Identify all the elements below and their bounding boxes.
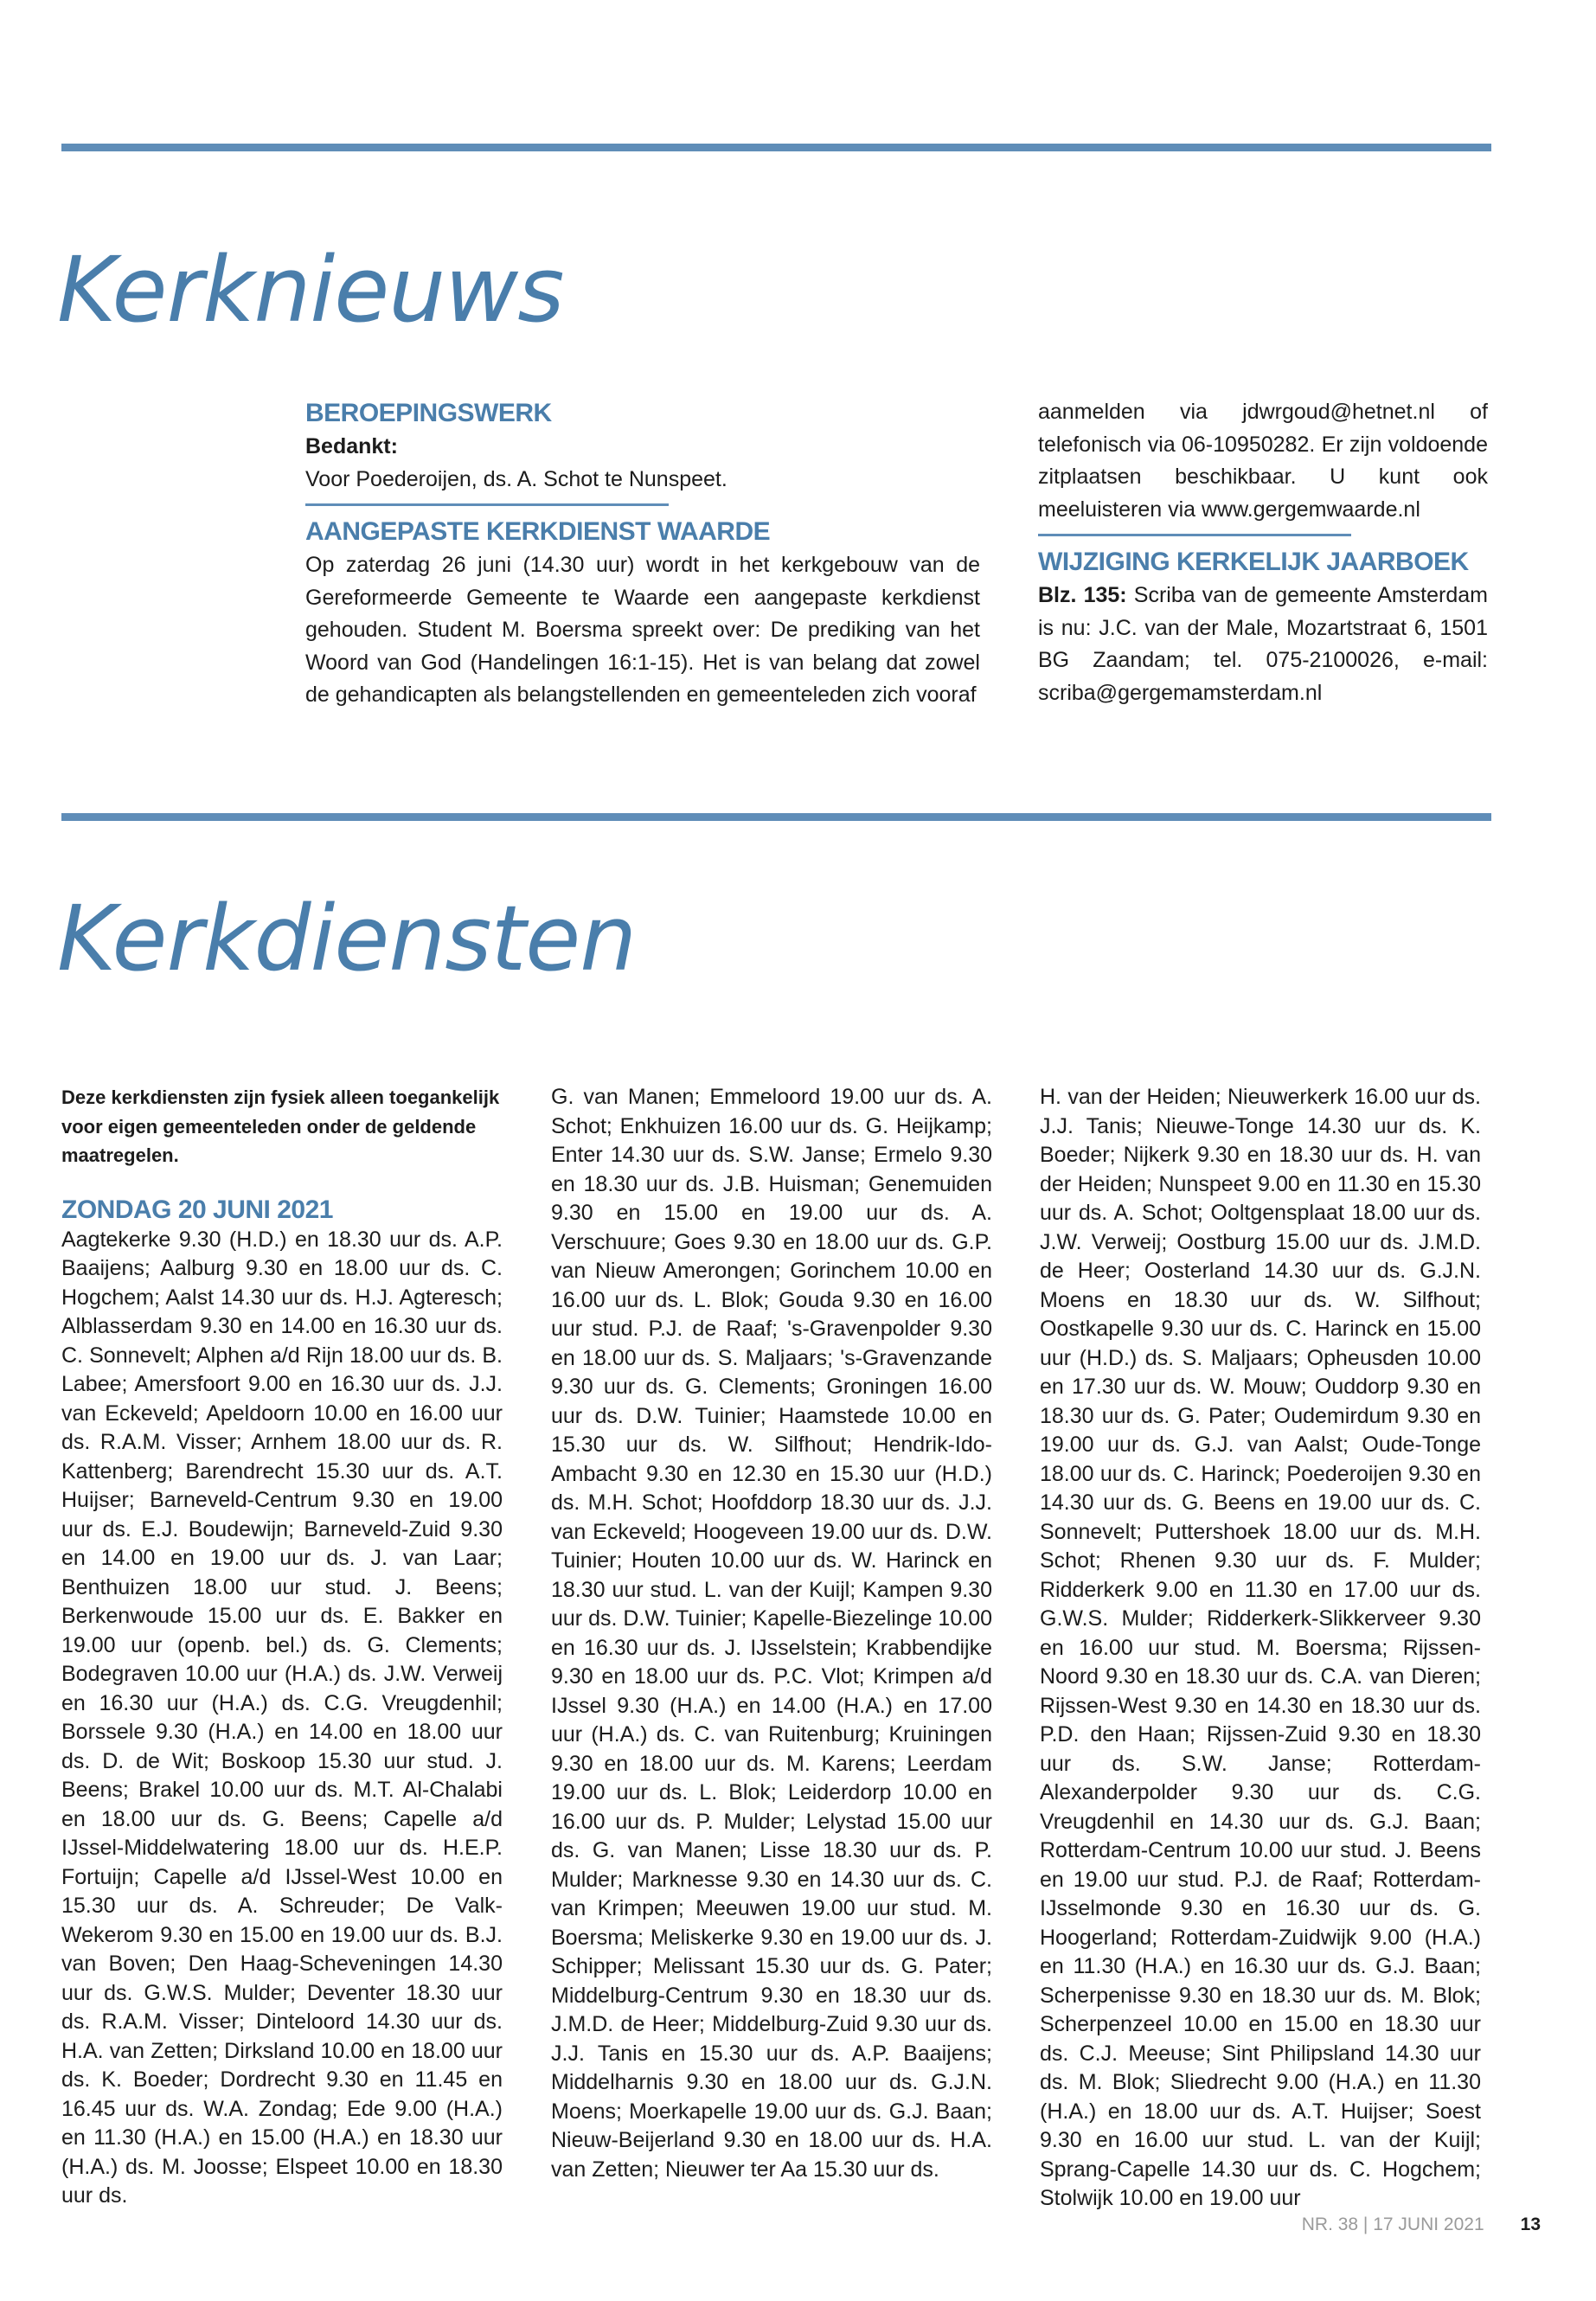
kerknieuws-title: Kerknieuws [57, 237, 564, 343]
page-number: 13 [1520, 2214, 1541, 2234]
aangepaste-kerkdienst-continued: aanmelden via jdwrgoud@hetnet.nl of telefonisch via 06-10950282. Er zijn voldoende zitplaatsen beschikbaar. U kunt ook meeluisteren via www.gergemwaarde.nl [1038, 400, 1488, 522]
aangepaste-kerkdienst-text: Op zaterdag 26 juni (14.30 uur) wordt in het kerkgebouw van de Gereformeerde Gemeente te Waarde een aangepaste kerkdienst gehouden. Student M. Boersma spreekt over: De prediking van het Woord van God (Handelingen 16:1-15). Het is van belang dat zowel de gehandicapten als belangstellenden en gemeenteleden zich vooraf [305, 553, 980, 707]
kerknieuws-right-column [1038, 396, 1488, 709]
date-heading: ZONDAG 20 JUNI 2021 [61, 1195, 333, 1224]
kerknieuws-left-column [305, 396, 980, 712]
kerkdiensten-column-3 [1040, 1083, 1481, 2214]
services-list-2: G. van Manen; Emmeloord 19.00 uur ds. A. Schot; Enkhuizen 16.00 uur ds. G. Heijkamp; Enter 14.30 uur ds. S.W. Janse; Ermelo 9.30 en 18.30 uur ds. J.B. Huisman; Genemuiden 9.30 en 15.00 en 19.00 uur ds. A. Verschuure; Goes 9.30 en 18.00 uur ds. G.P. van Nieuw Amerongen; Gorinchem 10.00 en 16.00 uur ds. L. Blok; Gouda 9.30 en 16.00 uur stud. P.J. de Raaf; 's-Gravenpolder 9.30 en 18.00 uur ds. S. Maljaars; 's-Gravenzande 9.30 uur ds. G. Clements; Groningen 16.00 uur ds. D.W. Tuinier; Haamstede 10.00 en 15.30 uur ds. W. Silfhout; Hendrik-Ido-Ambacht 9.30 en 12.30 en 15.30 uur (H.D.) ds. M.H. Schot; Hoofddorp 18.30 uur ds. J.J. van Eckeveld; Hoogeveen 19.00 uur ds. D.W. Tuinier; Houten 10.00 uur ds. W. Harinck en 18.30 uur stud. L. van der Kuijl; Kampen 9.30 uur ds. D.W. Tuinier; Kapelle-Biezelinge 10.00 en 16.30 uur ds. J. IJsselstein; Krabbendijke 9.30 en 18.00 uur ds. P.C. Vlot; Krimpen a/d IJssel 9.30 (H.A.) en 14.00 (H.A.) en 17.00 uur (H.A.) ds. C. van Ruitenburg; Kruiningen 9.30 en 18.00 uur ds. M. Karens; Leerdam 19.00 uur ds. L. Blok; Leiderdorp 10.00 en 16.00 uur ds. P. Mulder; Lelystad 15.00 uur ds. G. van Manen; Lisse 18.30 uur ds. P. Mulder; Marknesse 9.30 en 14.30 uur ds. C. van Krimpen; Meeuwen 19.00 uur stud. M. Boersma; Meliskerke 9.30 en 19.00 uur ds. J. Schipper; Melissant 15.30 uur ds. G. Pater; Middelburg-Centrum 9.30 en 18.30 uur ds. J.M.D. de Heer; Middelburg-Zuid 9.30 uur ds. J.J. Tanis en 15.30 uur ds. A.P. Baaijens; Middelharnis 9.30 en 18.00 uur ds. G.J.N. Moens; Moerkapelle 19.00 uur ds. G.J. Baan; Nieuw-Beijerland 9.30 en 18.00 uur ds. H.A. van Zetten; Nieuwer ter Aa 15.30 uur ds. [551, 1085, 992, 2182]
jaarboek-page-label: Blz. 135: [1038, 583, 1127, 607]
beroepingswerk-text: Voor Poederoijen, ds. A. Schot te Nunspeet. [305, 466, 727, 491]
bedankt-label: Bedankt: [305, 434, 398, 458]
jaarboek-body: Scriba van de gemeente Amsterdam is nu: J.C. van der Male, Mozartstraat 6, 1501 BG Zaandam; tel. 075-2100026, e-mail: scriba@gergemamsterdam.nl [1038, 583, 1488, 705]
kerkdiensten-column-1 [61, 1083, 503, 2211]
jaarboek-heading: WIJZIGING KERKELIJK JAARBOEK [1038, 548, 1469, 576]
section-divider [1038, 534, 1351, 536]
middle-rule [61, 813, 1491, 821]
services-list-3: H. van der Heiden; Nieuwerkerk 16.00 uur ds. J.J. Tanis; Nieuwe-Tonge 14.30 uur ds. K. Boeder; Nijkerk 9.30 en 18.30 uur ds. H. van der Heiden; Nunspeet 9.00 en 11.30 en 15.30 uur ds. A. Schot; Ooltgensplaat 18.00 uur ds. J.W. Verweij; Oostburg 15.00 uur ds. J.M.D. de Heer; Oosterland 14.30 uur ds. G.J.N. Moens en 18.30 uur ds. W. Silfhout; Oostkapelle 9.30 uur ds. C. Harinck en 15.00 uur (H.D.) ds. S. Maljaars; Opheusden 10.00 en 17.30 uur ds. W. Mouw; Ouddorp 9.30 en 18.30 uur ds. G. Pater; Oudemirdum 9.30 en 19.00 uur ds. G.J. van Aalst; Oude-Tonge 18.00 uur ds. C. Harinck; Poederoijen 9.30 en 14.30 uur ds. G. Beens en 19.00 uur ds. C. Sonnevelt; Puttershoek 18.00 uur ds. M.H. Schot; Rhenen 9.30 uur ds. F. Mulder; Ridderkerk 9.00 en 11.30 en 17.00 uur ds. G.W.S. Mulder; Ridderkerk-Slikkerveer 9.30 en 16.00 uur stud. M. Boersma; Rijssen-Noord 9.30 en 18.30 uur ds. C.A. van Dieren; Rijssen-West 9.30 en 14.30 en 18.30 uur ds. P.D. den Haan; Rijssen-Zuid 9.30 en 18.30 uur ds. S.W. Janse; Rotterdam-Alexanderpolder 9.30 uur ds. C.G. Vreugdenhil en 14.30 uur ds. G.J. Baan; Rotterdam-Centrum 10.00 uur stud. J. Beens en 19.00 uur stud. P.J. de Raaf; Rotterdam-IJsselmonde 9.30 en 16.30 uur ds. G. Hoogerland; Rotterdam-Zuidwijk 9.00 (H.A.) en 11.30 (H.A.) en 16.30 uur ds. G.J. Baan; Scherpenisse 9.30 en 18.30 uur ds. M. Blok; Scherpenzeel 10.00 en 15.00 en 18.30 uur ds. C.J. Meeuse; Sint Philipsland 14.30 uur ds. M. Blok; Sliedrecht 9.00 (H.A.) en 11.30 (H.A.) en 18.00 uur ds. A.T. Huijser; Soest 9.30 en 16.00 uur stud. L. van der Kuijl; Sprang-Capelle 14.30 uur ds. C. Hogchem; Stolwijk 10.00 en 19.00 uur [1040, 1085, 1481, 2210]
kerkdiensten-title: Kerkdiensten [57, 886, 637, 991]
services-list-1: Aagtekerke 9.30 (H.D.) en 18.30 uur ds. A.P. Baaijens; Aalburg 9.30 en 18.00 uur ds. C. Hogchem; Aalst 14.30 uur ds. H.J. Agteresch; Alblasserdam 9.30 en 14.00 en 16.30 uur ds. C. Sonnevelt; Alphen a/d Rijn 18.00 uur ds. B. Labee; Amersfoort 9.00 en 16.30 uur ds. J.J. van Eckeveld; Apeldoorn 10.00 en 16.00 uur ds. R.A.M. Visser; Arnhem 18.00 uur ds. R. Kattenberg; Barendrecht 15.30 uur ds. A.T. Huijser; Barneveld-Centrum 9.30 en 19.00 uur ds. E.J. Boudewijn; Barneveld-Zuid 9.30 en 14.00 en 19.00 uur ds. J. van Laar; Benthuizen 18.00 uur stud. J. Beens; Berkenwoude 15.00 uur ds. E. Bakker en 19.00 uur (openb. bel.) ds. G. Clements; Bodegraven 10.00 uur (H.A.) ds. J.W. Verweij en 16.30 uur (H.A.) ds. C.G. Vreugdenhil; Borssele 9.30 (H.A.) en 14.00 en 18.00 uur ds. D. de Wit; Boskoop 15.30 uur stud. J. Beens; Brakel 10.00 uur ds. M.T. Al-Chalabi en 18.00 uur ds. G. Beens; Capelle a/d IJssel-Middelwatering 18.00 uur ds. H.E.P. Fortuijn; Capelle a/d IJssel-West 10.00 en 15.30 uur ds. A. Schreuder; De Valk-Wekerom 9.30 en 15.00 en 19.00 uur ds. B.J. van Boven; Den Haag-Scheveningen 14.30 uur ds. G.W.S. Mulder; Deventer 18.30 uur ds. R.A.M. Visser; Dinteloord 14.30 uur ds. H.A. van Zetten; Dirksland 10.00 en 18.00 uur ds. K. Boeder; Dordrecht 9.30 en 11.45 en 16.45 uur ds. W.A. Zondag; Ede 9.00 (H.A.) en 11.30 (H.A.) en 15.00 (H.A.) en 18.30 uur (H.A.) ds. M. Joosse; Elspeet 10.00 en 18.30 uur ds. [61, 1227, 503, 2208]
aangepaste-kerkdienst-heading: AANGEPASTE KERKDIENST WAARDE [305, 517, 771, 546]
issue-info: NR. 38 | 17 JUNI 2021 [1301, 2214, 1484, 2234]
section-divider [305, 503, 669, 506]
kerkdiensten-column-2 [551, 1083, 992, 2184]
kerkdiensten-intro: Deze kerkdiensten zijn fysiek alleen toegankelijk voor eigen gemeenteleden onder de geldende maatregelen. [61, 1086, 500, 1166]
jaarboek-text [1038, 580, 1488, 709]
page-footer [1302, 2214, 1541, 2235]
beroepingswerk-heading: BEROEPINGSWERK [305, 399, 552, 427]
top-rule [61, 144, 1491, 151]
